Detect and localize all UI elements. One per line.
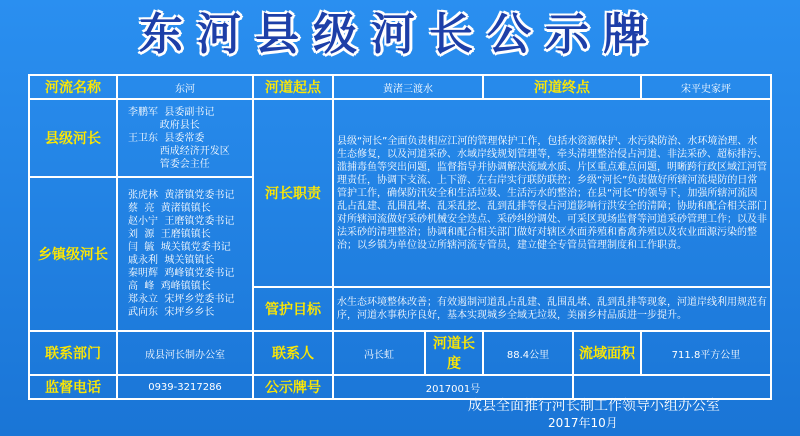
table-row	[29, 75, 771, 99]
river-name-value: 东河	[117, 75, 253, 99]
end-label: 河道终点	[483, 75, 641, 99]
duty-text: 县级“河长”全面负责相应江河的管理保护工作，包括水资源保护、水污染防治、水环境治理、水生态修复，以及河道采砂、水域岸线规划管理等，牵头清理整治侵占河道、非法采砂、超标排污、滥捕毒鱼等突出问题，监督指导并协调解决流域水质、片区重点难点问题，明晰跨行政区域江河管理责任，协调下支流、上下游、左右岸实行联防联控；乡级“河长”负责做好所辖河流堤防的日常管护工作，确保防汛安全和生活垃圾、生活污水的整治；在县“河长”的领导下，加强所辖河流因乱占乱建、乱围乱堵、乱采乱挖、乱到乱排等侵占河道影响行洪安全的清障；协助和配合相关部门对所辖河流做好采砂机械安全迭点、采砂纠纷调处、可采区现场监督等河道采砂管理工作；以及非法采砂的清理整治；协调和配合相关部门做好对辖区水面养殖和畜禽养殖以及农业面源污染的整治；以乡镇为单位设立所辖河流专管员，建立健全专管员管理制度和工作职责。	[333, 99, 771, 287]
length-value: 88.4公里	[483, 331, 573, 375]
phone-label: 监督电话	[29, 375, 117, 399]
footer-organization: 成县全面推行河长制工作领导小组办公室	[468, 398, 720, 414]
board-title: 东河县级河长公示牌	[139, 9, 661, 60]
board-no-label: 公示牌号	[253, 375, 333, 399]
start-value: 黄渚三渡水	[333, 75, 483, 99]
footer-date: 2017年10月	[548, 416, 618, 430]
board-no-value: 2017001号	[333, 375, 573, 399]
dept-value: 成县河长制办公室	[117, 331, 253, 375]
table-row	[29, 331, 771, 375]
end-value: 宋平史家坪	[641, 75, 771, 99]
area-value: 711.8平方公里	[641, 331, 771, 375]
goal-label: 管护目标	[253, 287, 333, 331]
river-name-label: 河流名称	[29, 75, 117, 99]
goal-text: 水生态环境整体改善；有效遏制河道乱占乱建、乱围乱堵、乱到乱排等现象，河道岸线利用规范有序，河道水事秩序良好，基本实现城乡全域无垃圾，美丽乡村品质进一步提升。	[333, 287, 771, 331]
phone-value: 0939-3217286	[117, 375, 253, 399]
county-chief-list: 李鹏军 县委副书记 政府县长 王卫东 县委常委 西成经济开发区 管委会主任	[117, 99, 253, 177]
info-table	[28, 74, 772, 400]
contact-label: 联系人	[253, 331, 333, 375]
dept-label: 联系部门	[29, 331, 117, 375]
contact-value: 冯长虹	[333, 331, 425, 375]
table-row	[29, 99, 771, 177]
town-chief-label: 乡镇级河长	[29, 177, 117, 331]
area-label: 流域面积	[573, 331, 641, 375]
duty-label: 河长职责	[253, 99, 333, 287]
county-chief-label: 县级河长	[29, 99, 117, 177]
start-label: 河道起点	[253, 75, 333, 99]
length-label: 河道长度	[425, 331, 483, 375]
town-chief-list: 张虎林 黄渚镇党委书记 蔡 亮 黄渚镇镇长 赵小宁 王磨镇党委书记 刘 源 王磨镇镇长 闫 毓 城关镇党委书记 戚永利 城关镇镇长 秦明辉 鸡峰镇党委书记 高 峰 鸡峰镇镇长 郑永立 宋坪乡党委书记 武向东 宋坪乡乡长	[117, 177, 253, 331]
